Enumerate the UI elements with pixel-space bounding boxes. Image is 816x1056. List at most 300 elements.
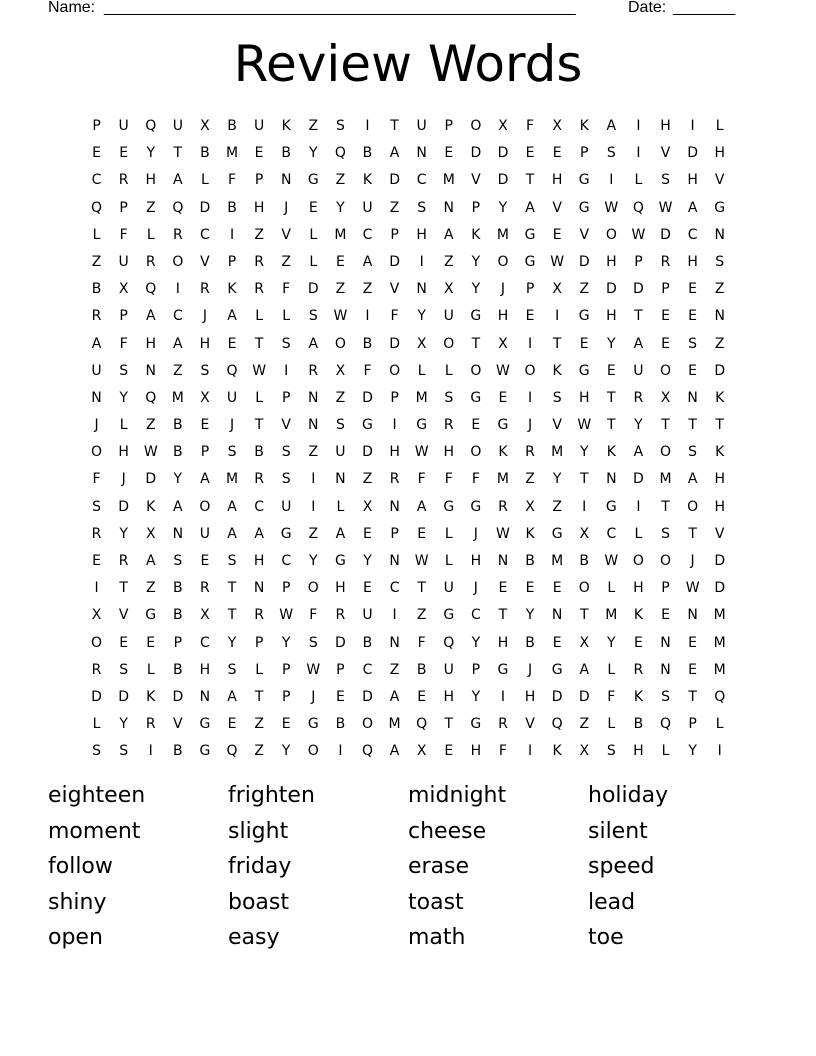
grid-letter: E (661, 335, 670, 352)
grid-letter: L (336, 498, 345, 515)
grid-letter: P (661, 580, 670, 597)
grid-letter: X (579, 525, 590, 542)
grid-letter: E (200, 553, 210, 569)
grid-letter: T (227, 607, 237, 624)
grid-letter: B (173, 417, 183, 434)
grid-letter: L (417, 362, 426, 379)
grid-letter: G (551, 661, 563, 678)
grid-letter: C (389, 580, 400, 597)
grid-letter: X (335, 362, 346, 379)
grid-letter: W (604, 553, 619, 569)
grid-letter: S (119, 661, 129, 678)
grid-letter: U (362, 199, 373, 216)
grid-letter: F (390, 308, 399, 325)
grid-letter: E (525, 580, 535, 597)
grid-letter: T (607, 389, 616, 406)
grid-letter: N (551, 607, 563, 624)
grid-letter: T (715, 417, 724, 434)
grid-letter: T (661, 417, 670, 434)
grid-letter: G (145, 607, 157, 624)
grid-letter: E (688, 281, 698, 298)
grid-letter: N (714, 308, 725, 325)
grid-letter: O (578, 580, 590, 597)
grid-letter: K (525, 525, 535, 542)
grid-letter: G (578, 172, 590, 189)
grid-letter: B (579, 553, 590, 569)
grid-letter: T (444, 716, 454, 733)
grid-letter: I (527, 389, 533, 406)
grid-letter: Y (471, 688, 481, 705)
grid-letter: J (473, 580, 478, 597)
grid-letter: G (605, 498, 617, 515)
grid-letter: V (281, 226, 291, 243)
grid-letter: S (308, 634, 318, 651)
grid-letter: Y (119, 389, 128, 406)
grid-letter: Z (254, 716, 264, 733)
grid-letter: L (607, 661, 616, 678)
grid-letter: Y (119, 716, 128, 733)
grid-letter: J (229, 417, 235, 434)
grid-letter: X (660, 389, 671, 406)
grid-letter: H (714, 145, 725, 162)
grid-letter: B (173, 607, 183, 624)
grid-letter: Y (471, 253, 481, 270)
grid-letter: C (200, 634, 210, 651)
grid-letter: A (173, 172, 183, 189)
grid-letter: D (172, 688, 184, 705)
grid-letter: S (335, 118, 345, 134)
grid-letter: L (634, 525, 643, 542)
grid-letter: R (145, 716, 156, 733)
grid-letter: A (200, 471, 210, 488)
grid-letter: L (661, 743, 670, 760)
grid-letter: S (335, 417, 345, 434)
grid-letter: P (119, 199, 128, 216)
grid-letter: X (443, 281, 454, 298)
grid-letter: S (688, 444, 698, 461)
grid-letter: U (633, 362, 644, 379)
grid-letter: X (362, 498, 373, 515)
grid-letter: P (200, 444, 210, 461)
grid-letter: G (307, 172, 319, 189)
word-bank-item: eighteen (48, 783, 146, 808)
word-bank-item: toast (408, 889, 464, 915)
grid-letter: N (660, 661, 671, 678)
grid-letter: S (281, 335, 291, 352)
grid-letter: F (498, 743, 507, 760)
grid-letter: Q (226, 362, 238, 379)
grid-letter: C (362, 226, 373, 243)
grid-letter: C (362, 661, 373, 678)
grid-letter: A (606, 118, 617, 134)
grid-letter: D (118, 688, 130, 705)
grid-letter: F (309, 607, 318, 624)
grid-letter: G (714, 199, 726, 216)
grid-letter: P (281, 389, 291, 406)
grid-letter: W (279, 607, 294, 624)
grid-letter: C (606, 525, 617, 542)
grid-letter: E (227, 335, 237, 352)
grid-letter: I (392, 417, 397, 434)
grid-letter: E (688, 661, 698, 678)
grid-letter: D (362, 444, 373, 461)
grid-letter: O (307, 580, 319, 597)
grid-letter: S (227, 444, 237, 461)
grid-letter: S (606, 145, 616, 162)
grid-letter: G (470, 498, 482, 515)
grid-letter: H (470, 553, 482, 569)
grid-letter: A (633, 444, 644, 461)
grid-letter: U (226, 389, 238, 406)
grid-letter: X (552, 281, 562, 298)
grid-letter: U (443, 580, 454, 597)
grid-letter: X (91, 607, 102, 624)
grid-letter: B (633, 716, 644, 733)
grid-letter: I (636, 118, 641, 134)
grid-letter: N (714, 226, 725, 243)
grid-letter: D (199, 199, 211, 216)
grid-letter: C (91, 172, 102, 189)
grid-letter: R (145, 253, 156, 270)
grid-letter: J (202, 308, 207, 325)
grid-letter: A (389, 743, 400, 760)
grid-letter: N (199, 688, 211, 705)
grid-letter: J (284, 199, 289, 216)
grid-letter: K (606, 444, 616, 461)
grid-letter: E (417, 525, 427, 542)
grid-letter: R (200, 281, 210, 298)
grid-letter: B (362, 145, 373, 162)
grid-letter: H (253, 199, 265, 216)
grid-letter: I (500, 688, 506, 705)
grid-letter: S (92, 498, 101, 515)
grid-letter: B (173, 661, 183, 678)
grid-letter: P (281, 661, 291, 678)
grid-letter: S (444, 389, 454, 406)
grid-letter: L (309, 226, 318, 243)
grid-letter: D (714, 362, 726, 379)
grid-letter: N (308, 417, 319, 434)
grid-letter: R (254, 253, 264, 270)
grid-letter: U (335, 444, 346, 461)
grid-letter: E (335, 688, 345, 705)
grid-letter: S (281, 444, 291, 461)
grid-letter: D (497, 172, 509, 189)
grid-letter: E (444, 743, 454, 760)
grid-letter: A (416, 498, 427, 515)
grid-letter: G (578, 308, 590, 325)
word-bank-item: frighten (228, 783, 315, 808)
grid-letter: D (118, 498, 130, 515)
grid-letter: Z (389, 661, 400, 678)
grid-letter: L (444, 525, 453, 542)
grid-letter: B (254, 444, 264, 461)
grid-letter: M (415, 389, 428, 406)
grid-letter: Y (281, 743, 291, 760)
grid-letter: V (118, 607, 129, 624)
grid-letter: K (498, 444, 508, 461)
grid-letter: W (604, 199, 619, 216)
grid-letter: T (525, 172, 535, 189)
grid-letter: E (525, 145, 535, 162)
grid-letter: O (470, 444, 482, 461)
grid-letter: Y (471, 634, 481, 651)
grid-letter: J (473, 525, 478, 542)
grid-letter: S (200, 362, 210, 379)
grid-letter: R (498, 716, 508, 733)
grid-letter: G (280, 525, 292, 542)
grid-letter: G (524, 226, 536, 243)
grid-letter: E (633, 634, 643, 651)
grid-letter: X (200, 389, 210, 406)
grid-letter: Z (145, 580, 156, 597)
grid-letter: G (416, 417, 428, 434)
grid-letter: B (525, 634, 535, 651)
grid-letter: H (578, 389, 590, 406)
grid-letter: B (227, 118, 237, 134)
grid-letter: U (443, 661, 454, 678)
grid-letter: T (688, 417, 697, 434)
grid-letter: F (471, 471, 480, 488)
grid-letter: M (659, 471, 672, 488)
grid-letter: F (417, 471, 426, 488)
word-bank-item: lead (588, 889, 636, 915)
grid-letter: E (281, 716, 291, 733)
grid-letter: O (470, 118, 482, 134)
grid-letter: I (284, 362, 289, 379)
grid-letter: I (311, 471, 316, 488)
grid-letter: Z (308, 118, 319, 134)
grid-letter: D (497, 145, 509, 162)
grid-letter: U (199, 525, 211, 542)
grid-letter: K (579, 118, 589, 134)
grid-letter: S (308, 308, 318, 325)
grid-letter: V (714, 525, 725, 542)
grid-letter: O (632, 553, 644, 569)
grid-letter: G (470, 308, 482, 325)
grid-letter: F (417, 634, 426, 651)
grid-letter: W (333, 308, 348, 325)
grid-letter: S (552, 389, 562, 406)
word-bank-item: cheese (408, 818, 487, 844)
grid-letter: E (661, 308, 670, 325)
grid-letter: L (146, 661, 155, 678)
grid-letter: C (200, 226, 210, 243)
grid-letter: I (94, 580, 99, 597)
grid-letter: B (362, 634, 373, 651)
grid-letter: Y (363, 553, 372, 569)
grid-letter: X (552, 118, 562, 134)
grid-letter: Z (552, 498, 562, 515)
grid-letter: P (471, 199, 481, 216)
grid-letter: X (579, 743, 590, 760)
grid-letter: S (227, 661, 237, 678)
grid-letter: E (119, 634, 129, 651)
grid-letter: H (606, 308, 617, 325)
grid-letter: S (688, 335, 698, 352)
grid-letter: P (254, 634, 264, 651)
grid-letter: Y (525, 607, 535, 624)
grid-letter: R (443, 417, 454, 434)
grid-letter: M (605, 607, 618, 624)
word-bank-item: open (48, 925, 103, 951)
word-bank-item: speed (588, 854, 655, 880)
grid-letter: D (714, 580, 726, 597)
word-bank-item: slight (228, 818, 289, 844)
grid-letter: Z (714, 335, 725, 352)
grid-letter: Y (552, 471, 562, 488)
grid-letter: T (498, 607, 508, 624)
grid-letter: X (200, 607, 210, 624)
grid-letter: D (687, 145, 698, 162)
grid-letter: M (496, 226, 509, 243)
grid-letter: S (92, 743, 101, 760)
grid-letter: X (145, 525, 156, 542)
grid-letter: K (715, 389, 725, 406)
grid-letter: N (687, 607, 698, 624)
grid-letter: R (633, 661, 644, 678)
grid-letter: H (714, 471, 725, 488)
grid-letter: C (281, 553, 292, 569)
grid-letter: O (443, 335, 455, 352)
grid-letter: O (172, 253, 184, 270)
grid-letter: E (552, 634, 562, 651)
grid-letter: J (527, 661, 533, 678)
grid-letter: I (392, 607, 397, 624)
grid-letter: R (91, 525, 102, 542)
grid-letter: O (660, 362, 672, 379)
word-bank-item: boast (228, 889, 289, 915)
grid-letter: A (389, 145, 400, 162)
grid-letter: M (713, 634, 726, 651)
grid-letter: S (281, 471, 291, 488)
grid-letter: H (118, 444, 129, 461)
grid-letter: B (335, 716, 346, 733)
grid-letter: H (470, 743, 482, 760)
grid-letter: D (633, 471, 644, 488)
grid-letter: Z (714, 281, 725, 298)
grid-letter: V (714, 172, 725, 189)
grid-letter: U (416, 118, 427, 134)
grid-letter: N (172, 525, 184, 542)
grid-letter: I (229, 226, 235, 243)
grid-letter: H (714, 498, 725, 515)
grid-letter: G (524, 253, 536, 270)
grid-letter: K (552, 743, 562, 760)
grid-letter: L (444, 553, 453, 569)
grid-letter: P (580, 145, 589, 162)
grid-letter: N (687, 389, 698, 406)
word-bank-item: math (408, 925, 466, 951)
grid-letter: L (444, 362, 453, 379)
grid-letter: E (92, 145, 101, 162)
grid-letter: E (444, 145, 454, 162)
grid-letter: P (390, 226, 399, 243)
grid-letter: A (362, 253, 373, 270)
grid-letter: T (607, 417, 616, 434)
grid-letter: F (444, 471, 453, 488)
grid-letter: V (200, 253, 210, 270)
grid-letter: K (146, 498, 156, 515)
grid-letter: N (606, 471, 617, 488)
grid-letter: O (497, 253, 509, 270)
grid-letter: Q (361, 743, 373, 760)
grid-letter: W (550, 253, 565, 270)
grid-letter: P (254, 172, 264, 189)
grid-letter: I (609, 172, 614, 189)
grid-letter: O (389, 362, 401, 379)
grid-letter: X (498, 118, 508, 134)
grid-letter: U (281, 498, 292, 515)
grid-letter: E (498, 389, 508, 406)
grid-letter: S (606, 743, 616, 760)
grid-letter: L (282, 308, 291, 325)
grid-letter: M (496, 471, 509, 488)
grid-letter: A (91, 335, 102, 352)
grid-letter: Q (91, 199, 103, 216)
grid-letter: T (254, 688, 264, 705)
grid-letter: W (577, 417, 592, 434)
grid-letter: W (685, 580, 700, 597)
grid-letter: U (91, 362, 102, 379)
grid-letter: L (715, 118, 724, 134)
grid-letter: V (579, 226, 590, 243)
grid-letter: M (171, 389, 184, 406)
grid-letter: C (470, 607, 481, 624)
grid-letter: I (419, 253, 424, 270)
grid-letter: L (201, 172, 209, 189)
grid-letter: I (175, 281, 180, 298)
grid-letter: B (200, 145, 210, 162)
grid-letter: N (660, 634, 671, 651)
grid-letter: G (497, 417, 509, 434)
grid-letter: Q (714, 688, 726, 705)
grid-letter: W (414, 553, 429, 569)
grid-letter: H (687, 172, 698, 189)
grid-letter: Y (607, 335, 616, 352)
grid-letter: J (690, 553, 695, 569)
grid-letter: H (524, 688, 536, 705)
grid-letter: O (361, 716, 373, 733)
grid-letter: Z (308, 444, 319, 461)
grid-letter: X (579, 634, 590, 651)
grid-letter: J (121, 471, 126, 488)
grid-letter: V (471, 172, 481, 189)
grid-letter: E (363, 525, 372, 542)
grid-letter: T (254, 335, 264, 352)
grid-letter: Y (417, 308, 426, 325)
grid-letter: D (389, 253, 400, 270)
grid-letter: B (281, 145, 291, 162)
grid-letter: M (225, 471, 239, 488)
grid-letter: R (118, 172, 129, 189)
grid-letter: F (227, 172, 237, 189)
grid-letter: E (552, 145, 562, 162)
grid-letter: Q (416, 716, 428, 733)
grid-letter: L (255, 389, 264, 406)
grid-letter: P (281, 688, 291, 705)
grid-letter: V (552, 199, 562, 216)
grid-letter: Q (443, 634, 455, 651)
grid-letter: O (470, 362, 482, 379)
grid-letter: B (362, 335, 373, 352)
grid-letter: A (687, 199, 698, 216)
grid-letter: G (551, 525, 563, 542)
grid-letter: Y (579, 444, 589, 461)
grid-letter: D (91, 688, 102, 705)
grid-letter: P (471, 661, 481, 678)
grid-letter: P (390, 525, 399, 542)
